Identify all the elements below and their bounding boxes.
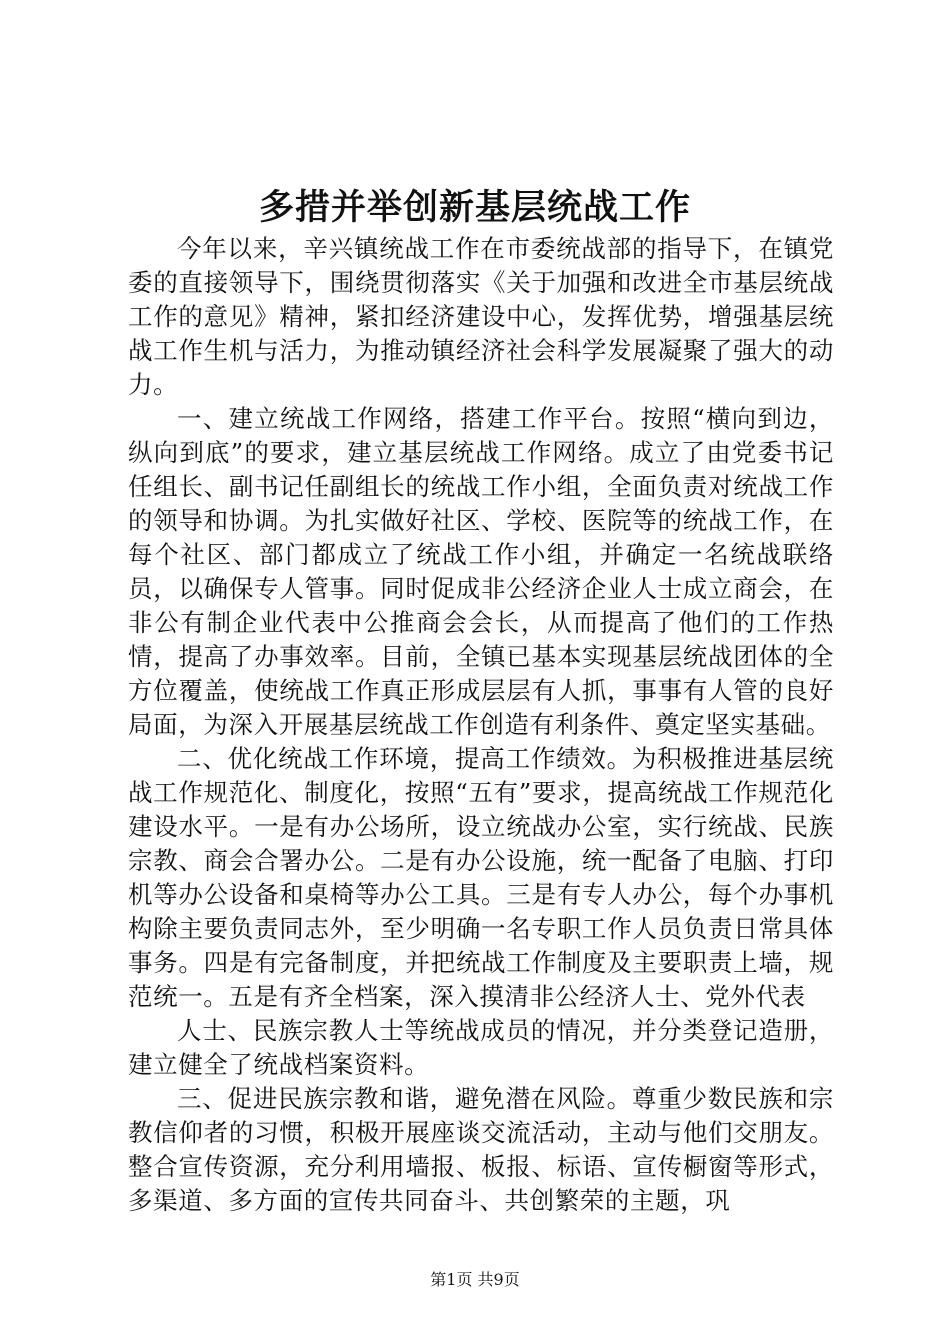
document-body	[128, 232, 834, 1218]
document-title: 多措并举创新基层统战工作	[258, 187, 691, 228]
paragraph-section-2: 二、优化统战工作环境，提高工作绩效。为积极推进基层统战工作规范化、制度化，按照“五有”要求，提高统战工作规范化建设水平。一是有办公场所，设立统战办公室，实行统战、民族宗教、商会合署办公。二是有办公设施，统一配备了电脑、打印机等办公设备和桌椅等办公工具。三是有专人办公，每个办事机构除主要负责同志外，至少明确一名专职工作人员负责日常具体事务。四是有完备制度，并把统战工作制度及主要职责上墙，规范统一。五是有齐全档案，深入摸清非公经济人士、党外代表	[128, 744, 834, 1011]
paragraph-intro: 今年以来，辛兴镇统战工作在市委统战部的指导下，在镇党委的直接领导下，围绕贯彻落实《关于加强和改进全市基层统战工作的意见》精神，紧扣经济建设中心，发挥优势，增强基层统战工作生机与活力，为推动镇经济社会科学发展凝聚了强大的动力。	[128, 234, 834, 399]
page-footer: 第1页 共9页	[430, 1270, 520, 1289]
paragraph-section-1: 一、建立统战工作网络，搭建工作平台。按照“横向到边，纵向到底”的要求，建立基层统战工作网络。成立了由党委书记任组长、副书记任副组长的统战工作小组，全面负责对统战工作的领导和协调。为扎实做好社区、学校、医院等的统战工作，在每个社区、部门都成立了统战工作小组，并确定一名统战联络员，以确保专人管事。同时促成非公经济企业人士成立商会，在非公有制企业代表中公推商会会长，从而提高了他们的工作热情，提高了办事效率。目前，全镇已基本实现基层统战团体的全方位覆盖，使统战工作真正形成层层有人抓，事事有人管的良好局面，为深入开展基层统战工作创造有利条件、奠定坚实基础。	[128, 404, 834, 739]
paragraph-section-2-continued: 人士、民族宗教人士等统战成员的情况，并分类登记造册，建立健全了统战档案资料。	[128, 1016, 834, 1079]
paragraph-section-3: 三、促进民族宗教和谐，避免潜在风险。尊重少数民族和宗教信仰者的习惯，积极开展座谈交流活动，主动与他们交朋友。整合宣传资源，充分利用墙报、板报、标语、宣传橱窗等形式，多渠道、多方面的宣传共同奋斗、共创繁荣的主题，巩	[128, 1084, 834, 1215]
